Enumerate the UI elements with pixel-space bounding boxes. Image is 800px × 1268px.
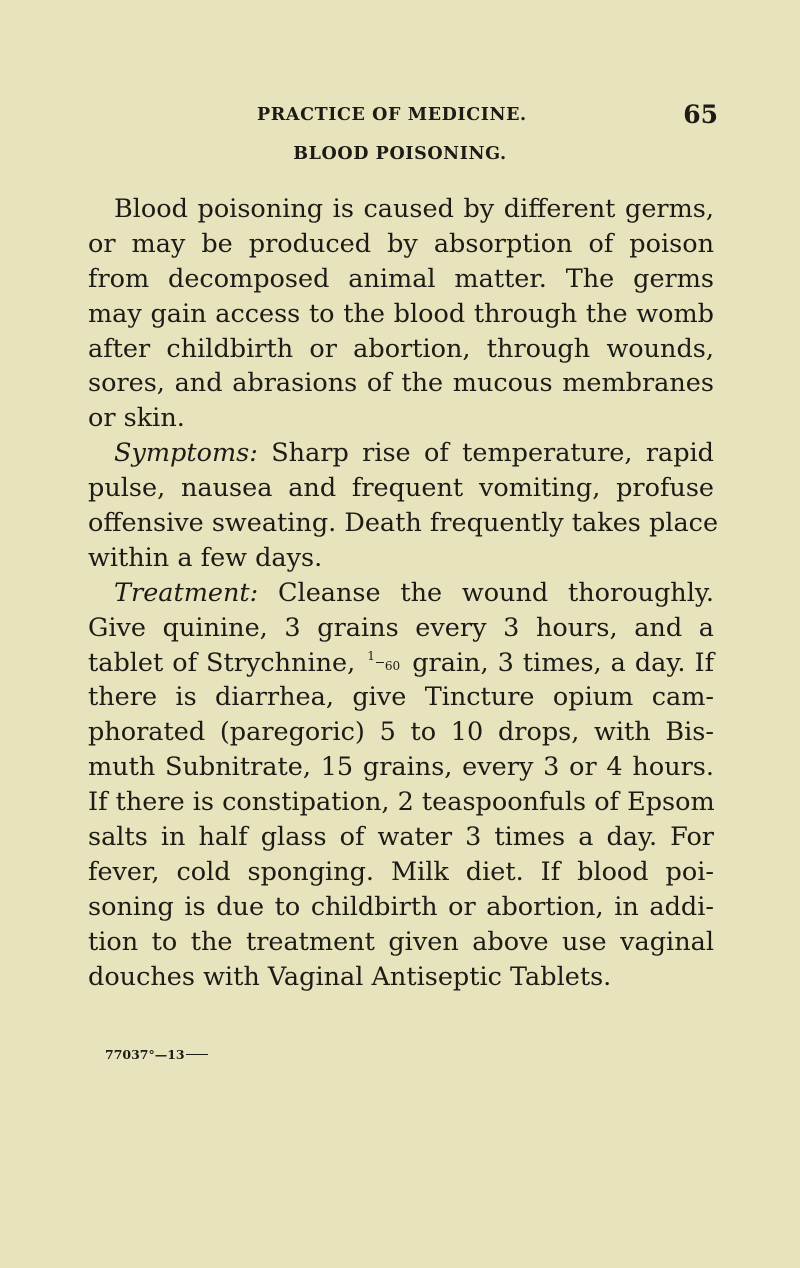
fraction-bar — [376, 662, 384, 663]
treatment-first-line-text: Cleanse the wound thoroughly. — [278, 577, 714, 608]
symptoms-first-line-text: Sharp rise of temperature, rapid — [271, 438, 715, 469]
printer-dash-rule — [186, 1054, 208, 1055]
treatment-line: phorated (paregoric) 5 to 10 drops, with Bis- — [88, 717, 714, 748]
section-title: BLOOD POISONING. — [293, 144, 507, 164]
treatment-line: Give quinine, 3 grains every 3 hours, and a — [88, 612, 714, 643]
symptoms-line: offensive sweating. Death frequently takes place — [88, 508, 719, 539]
printer-signature-mark — [105, 1047, 208, 1062]
fraction-denominator: 60 — [384, 658, 401, 673]
treatment-line: muth Subnitrate, 15 grains, every 3 or 4 hours. — [88, 752, 714, 783]
treatment-line: tion to the treatment given above use vaginal — [88, 926, 714, 957]
intro-line: or may be produced by absorption of poison — [88, 228, 714, 259]
running-head — [0, 100, 718, 130]
treatment-first-line — [88, 576, 714, 611]
page-number: 65 — [683, 100, 718, 129]
dosage-fraction — [367, 650, 400, 672]
intro-line: sores, and abrasions of the mucous membranes — [88, 368, 714, 399]
intro-line: after childbirth or abortion, through wounds, — [88, 333, 714, 364]
treatment-label: Treatment: — [114, 577, 259, 608]
treatment-line: there is diarrhea, give Tincture opium cam- — [88, 682, 714, 713]
fraction-numerator: 1 — [367, 648, 375, 663]
intro-line: may gain access to the blood through the womb — [88, 298, 714, 329]
body-text — [88, 192, 719, 994]
symptoms-first-line — [88, 436, 714, 471]
symptoms-line: within a few days. — [88, 542, 323, 573]
treatment-line-fraction — [88, 646, 714, 681]
treatment-line: salts in half glass of water 3 times a day. For — [88, 822, 714, 853]
intro-line: from decomposed animal matter. The germs — [88, 263, 714, 294]
printer-mark-text: 77037°—13 — [105, 1047, 185, 1062]
treatment-line: soning is due to childbirth or abortion, in addi- — [88, 891, 714, 922]
running-title: PRACTICE OF MEDICINE. — [257, 105, 527, 125]
intro-line: Blood poisoning is caused by different germs, — [114, 194, 714, 224]
treatment-line: fever, cold sponging. Milk diet. If blood poi- — [88, 856, 714, 887]
treatment-line: If there is constipation, 2 teaspoonfuls of Epsom — [88, 787, 715, 818]
fraction-line-before: tablet of Strychnine, — [88, 647, 356, 678]
treatment-line: douches with Vaginal Antiseptic Tablets. — [88, 961, 612, 992]
fraction-line-after: grain, 3 times, a day. If — [412, 647, 715, 678]
intro-line: or skin. — [88, 403, 185, 434]
symptoms-line: pulse, nausea and frequent vomiting, profuse — [88, 473, 714, 504]
symptoms-label: Symptoms: — [114, 438, 258, 469]
